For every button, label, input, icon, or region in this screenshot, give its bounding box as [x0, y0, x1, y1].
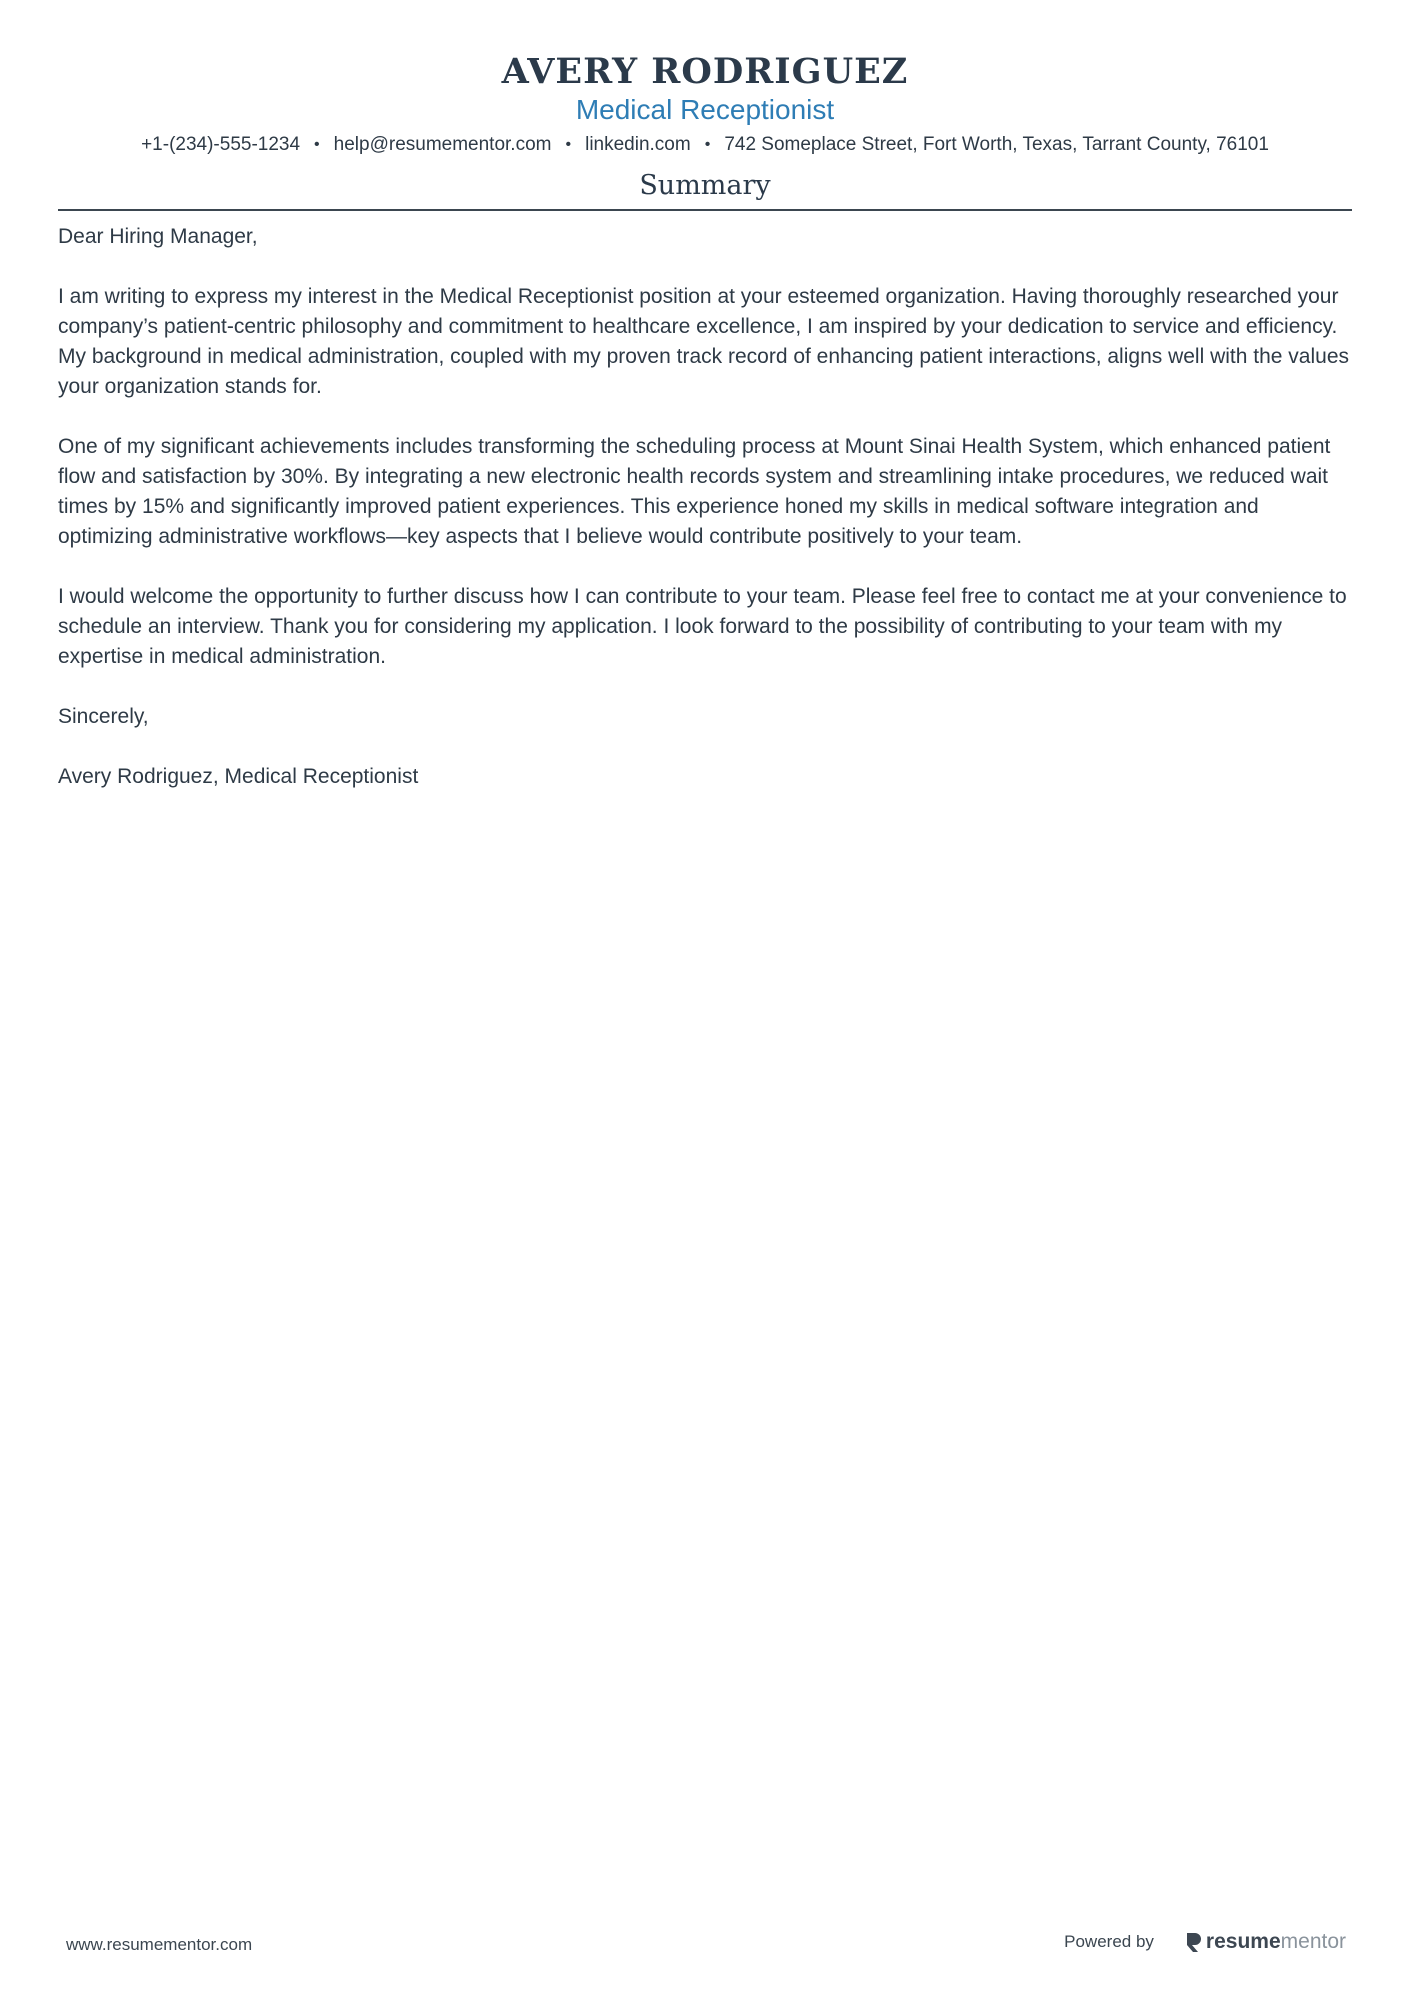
body-paragraph-1: I am writing to express my interest in the Medical Receptionist position at your esteemed organization. Having thoroughly researched your company’s patient-centric philosophy and commitment to healthcare excellence, I am inspired by your dedication to service and efficiency. My background in medical administration, coupled with my proven track record of enhancing patient interactions, aligns well with the values your organization stands for. [58, 285, 1349, 398]
closing: Sincerely, [58, 705, 149, 728]
footer-website[interactable]: www.resumementor.com [66, 1935, 253, 1954]
salutation: Dear Hiring Manager, [58, 225, 258, 248]
resumementor-logo-icon [1184, 1931, 1202, 1953]
contact-phone: +1-(234)-555-1234 [141, 134, 301, 155]
brand-name-bold: resume [1205, 1930, 1281, 1953]
letter-header [0, 50, 1410, 158]
section-divider [58, 209, 1352, 211]
contact-separator: • [704, 136, 711, 153]
letter-body [58, 222, 1352, 822]
contact-address: 742 Someplace Street, Fort Worth, Texas, Tarrant County, 76101 [724, 134, 1269, 155]
brand-name-light: mentor [1280, 1930, 1346, 1953]
footer-branding [1064, 1930, 1346, 1954]
body-paragraph-3: I would welcome the opportunity to further discuss how I can contribute to your team. Please feel free to contact me at your convenience to schedule an interview. Thank you for considering my application. I look forward to the possibility of contributing to your team with my expertise in medical administration. [58, 585, 1347, 668]
summary-heading: Summary [639, 170, 771, 201]
contact-separator: • [314, 136, 320, 153]
contact-linkedin[interactable]: linkedin.com [585, 134, 691, 155]
contact-email[interactable]: help@resumementor.com [333, 134, 552, 155]
powered-by-label: Powered by [1064, 1932, 1154, 1951]
signature: Avery Rodriguez, Medical Receptionist [58, 765, 419, 788]
resumementor-logo[interactable] [1184, 1930, 1346, 1954]
job-title: Medical Receptionist [575, 94, 835, 125]
contact-separator: • [565, 136, 572, 153]
body-paragraph-2: One of my significant achievements includes transforming the scheduling process at Mount Sinai Health System, which enhanced patient flow and satisfaction by 30%. By integrating a new electronic health records system and streamlining intake procedures, we reduced wait times by 15% and significantly improved patient experiences. This experience honed my skills in medical software integration and optimizing administrative workflows—key aspects that I believe would contribute positively to your team. [58, 435, 1331, 548]
applicant-name: AVERY RODRIGUEZ [501, 51, 909, 92]
contact-line [0, 132, 1410, 158]
